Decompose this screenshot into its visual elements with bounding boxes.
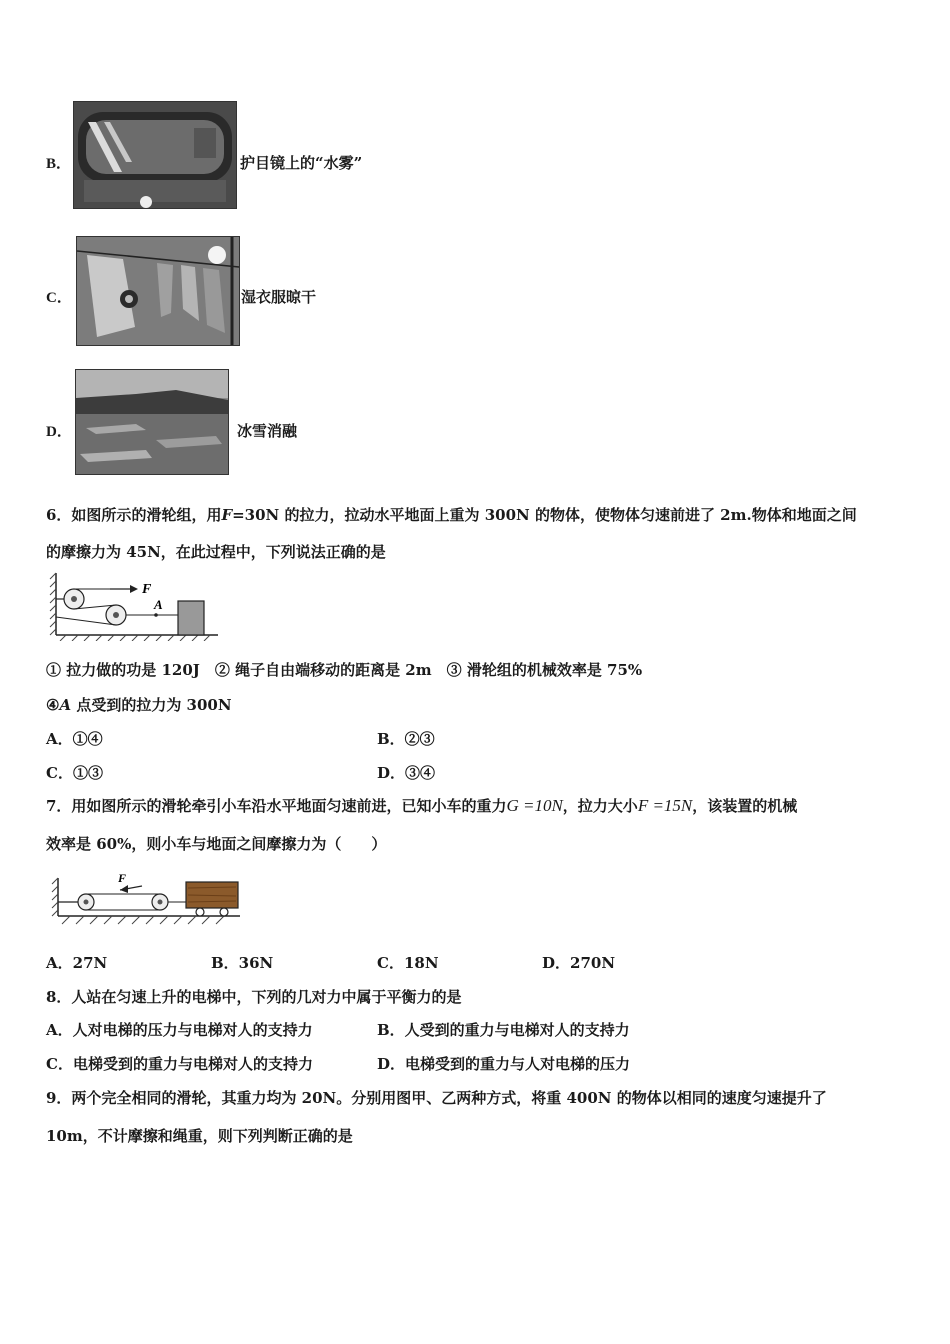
q7-stem-post: ，该装置的机械 [692,797,798,815]
q7-option-b: B．36N [211,954,274,972]
q6-stem-line2: 的摩擦力为 45N，在此过程中，下列说法正确的是 [46,543,386,561]
option-c-letter: C． [46,290,72,306]
q7-stem-line1 [46,795,797,816]
q9-stem-line2: 10m，不计摩擦和绳重，则下列判断正确的是 [46,1127,353,1145]
q6-stem-post: =30N 的拉力，拉动水平地面上重为 300N 的物体，使物体匀速前进了 2m.物体和地面之间 [232,506,857,524]
q8-stem: 8．人站在匀速上升的电梯中，下列的几对力中属于平衡力的是 [46,988,462,1006]
q6-stem-F: F [221,506,233,524]
q7-stem-mid: ，拉力大小 [562,797,638,815]
q6-option-c: C．①③ [46,764,103,782]
q9-stem-line1: 9．两个完全相同的滑轮，其重力均为 20N。分别用图甲、乙两种方式，将重 400N 的物体以相同的速度匀速提升了 [46,1089,827,1107]
q6-statements-line1: ① 拉力做的功是 120J ② 绳子自由端移动的距离是 2m ③ 滑轮组的机械效率是 75% [46,661,643,679]
q7-G-expression: G =10N [506,796,563,815]
option-d-caption: 冰雪消融 [237,422,298,440]
option-d-letter: D． [46,424,72,440]
q7-option-a: A．27N [46,954,108,972]
q6-option-d: D．③④ [377,764,436,782]
q8-option-c: C．电梯受到的重力与电梯对人的支持力 [46,1055,313,1073]
drying-clothes-photo [76,236,240,346]
q6-stmt4-A: A [59,696,72,714]
q6-stmt4-text: 点受到的拉力为 300N [71,696,232,714]
q8-option-d: D．电梯受到的重力与人对电梯的压力 [377,1055,631,1073]
q6-option-b: B．②③ [377,730,435,748]
q6-fig-A-label: A [154,597,163,612]
q6-stmt4-num: ④ [46,696,60,714]
option-b-letter: B． [46,156,72,172]
q8-option-b: B．人受到的重力与电梯对人的支持力 [377,1021,630,1039]
q8-option-a: A．人对电梯的压力与电梯对人的支持力 [46,1021,313,1039]
melting-ice-photo [75,369,229,475]
q6-fig-F-label: F [142,582,152,597]
q7-fig-F-label: F [118,871,127,885]
q7-stem-line2: 效率是 60%，则小车与地面之间摩擦力为（ ） [46,835,387,853]
goggles-photo [73,101,237,209]
q6-pulley-figure [48,571,224,641]
option-b-caption: 护目镜上的“水雾” [240,154,363,172]
q6-statements-line2 [46,694,232,715]
q6-stem-line1 [46,504,857,525]
q7-option-c: C．18N [377,954,439,972]
option-c-caption: 湿衣服晾干 [241,288,317,306]
q7-pulley-figure [48,868,244,934]
q6-option-a: A．①④ [46,730,103,748]
q6-stem-pre: 6．如图所示的滑轮组，用 [46,506,222,524]
q7-stem-pre: 7．用如图所示的滑轮牵引小车沿水平地面匀速前进，已知小车的重力 [46,797,507,815]
q7-option-d: D．270N [542,954,616,972]
q7-F-expression: F =15N [637,796,693,815]
